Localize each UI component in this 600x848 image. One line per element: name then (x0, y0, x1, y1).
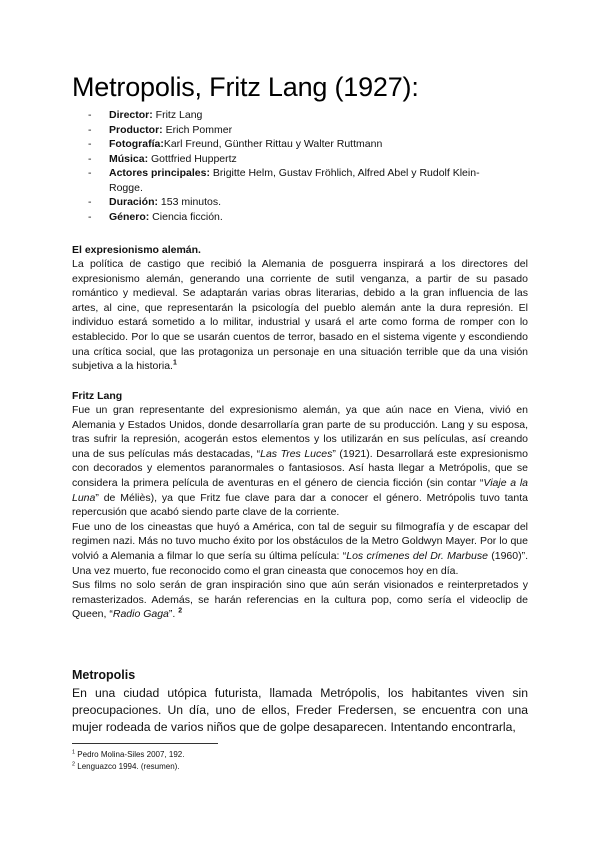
info-director (88, 108, 488, 123)
section-metropolis (72, 668, 528, 736)
section-paragraph (72, 520, 528, 578)
info-label: Director: (109, 109, 153, 121)
info-genero (88, 210, 488, 225)
info-value: Karl Freund, Günther Rittau y Walter Ruttmann (163, 138, 383, 150)
film-title: Radio Gaga (112, 608, 169, 621)
section-expresionismo (72, 243, 528, 374)
info-label: Música: (109, 152, 149, 165)
section-paragraph (72, 403, 528, 520)
info-label: Actores principales: (109, 167, 210, 179)
paragraph-text: Fue uno de los cineastas que huyó a América, con tal de seguir su filmografía y de escapar del regimen nazi. Más no tuvo mucho éxito por los obstáculos de la Metro Goldwyn Mayer. Por lo que volvió a Alemania a filmar lo que sería su última película: “ (72, 520, 528, 562)
info-label: Productor: (109, 123, 163, 136)
info-musica (88, 152, 488, 167)
section-paragraph: En una ciudad utópica futurista, llamada Metrópolis, los habitantes viven sin preocupaciones. Un día, uno de ellos, Freder Fredersen, se encuentra con una mujer rodeada de varios niños que de golpe desaparecen. Intentando encontrarla, (72, 686, 528, 734)
footnote-divider (72, 743, 218, 744)
film-info-list (88, 108, 488, 224)
section-paragraph (72, 578, 528, 622)
info-value: Brigitte Helm, Gustav Fröhlich, Alfred Abel y Rudolf Klein-Rogge. (109, 167, 480, 194)
film-title: Las Tres Luces (260, 447, 333, 460)
paragraph-text: (1960)”. Una vez muerto, fue reconocido como el gran cineasta que conocemos hoy en día. (72, 549, 529, 577)
film-title: Viaje a la Luna (72, 476, 528, 504)
info-label: Género: (109, 210, 150, 223)
footnote-number: 1 (72, 749, 76, 756)
footnote-ref[interactable]: 2 (178, 607, 183, 615)
paragraph-text: ”. (168, 608, 179, 621)
footnote-text: Lenguazco 1994. (resumen). (75, 761, 180, 771)
paragraph-text: Fue un gran representante del expresionismo alemán, ya que aún nace en Viena, vivió en Alemania y Estados Unidos, donde desarrollaría gran parte de su producción. Lang y su esposa, tras sufrir la represión, acogerán estos elementos y los utilizarán en sus películas, así creando una de sus películas más destacadas, “ (72, 404, 528, 460)
section-heading: Fritz Lang (72, 390, 123, 402)
footnote-item (72, 749, 372, 761)
info-productor (88, 123, 488, 138)
info-value: Fritz Lang (152, 109, 203, 121)
footnote-ref[interactable]: 1 (172, 359, 177, 367)
paragraph-text: ” (1921). Desarrollará este expresionismo con decorados y elementos paranormales o fantasiosos. Así hasta llegar a Metrópolis, que se considera la primera película de aventuras en el género de ciencia ficción (sin contar “ (72, 447, 528, 489)
info-duracion (88, 195, 488, 210)
info-value: Ciencia ficción. (149, 210, 223, 223)
footnotes (72, 749, 372, 772)
info-label: Duración: (109, 196, 159, 208)
info-value: 153 minutos. (158, 196, 222, 208)
paragraph-text: ” de Méliès), ya que Fritz fue clave para dar a conocer el género. Metrópolis tuvo tanta repercusión que acabó siendo parte clave de la corriente. (72, 491, 528, 519)
footnote-item (72, 761, 372, 773)
footnote-text: Pedro Molina-Siles 2007, 192. (75, 750, 185, 759)
section-fritz-lang (72, 389, 528, 622)
section-heading: El expresionismo alemán. (72, 244, 201, 256)
paragraph-text: La política de castigo que recibió la Alemania de posguerra inspirará a los directores del expresionismo alemán, generando una corriente de sutil venganza, a partir de su pasado romántico y medieval. Se adaptarán varias obras literarias, debido a la gran influencia de las artes, al cine, que representarán la psicología del pueblo alemán ante la dura represión. El individuo estará sometido a lo militar, industrial y usará el arte como forma de romper con lo establecido. Por lo que se usarán cuentos de terror, basado en el sistema vigente y escondiendo una crítica social, que las protagoniza un personaje en una situación terrible que da una visión subjetiva a la historia. (72, 258, 528, 373)
info-fotografia (88, 137, 488, 152)
info-value: Gottfried Huppertz (148, 152, 237, 165)
info-label: Fotografía: (109, 138, 164, 150)
page-title: Metropolis, Fritz Lang (1927): (72, 72, 419, 102)
section-paragraph (72, 257, 528, 374)
section-heading: Metropolis (72, 668, 136, 682)
info-actores (88, 166, 488, 195)
film-title: Los crímenes del Dr. Marbuse (346, 549, 488, 562)
paragraph-text: Sus films no solo serán de gran inspiración sino que aún serán visionados e reinterpretados y remasterizados. Además, se harán referencias en la cultura pop, como sería el videoclip de Queen, “ (72, 579, 528, 621)
info-value: Erich Pommer (162, 123, 233, 136)
footnote-number: 2 (72, 760, 76, 767)
